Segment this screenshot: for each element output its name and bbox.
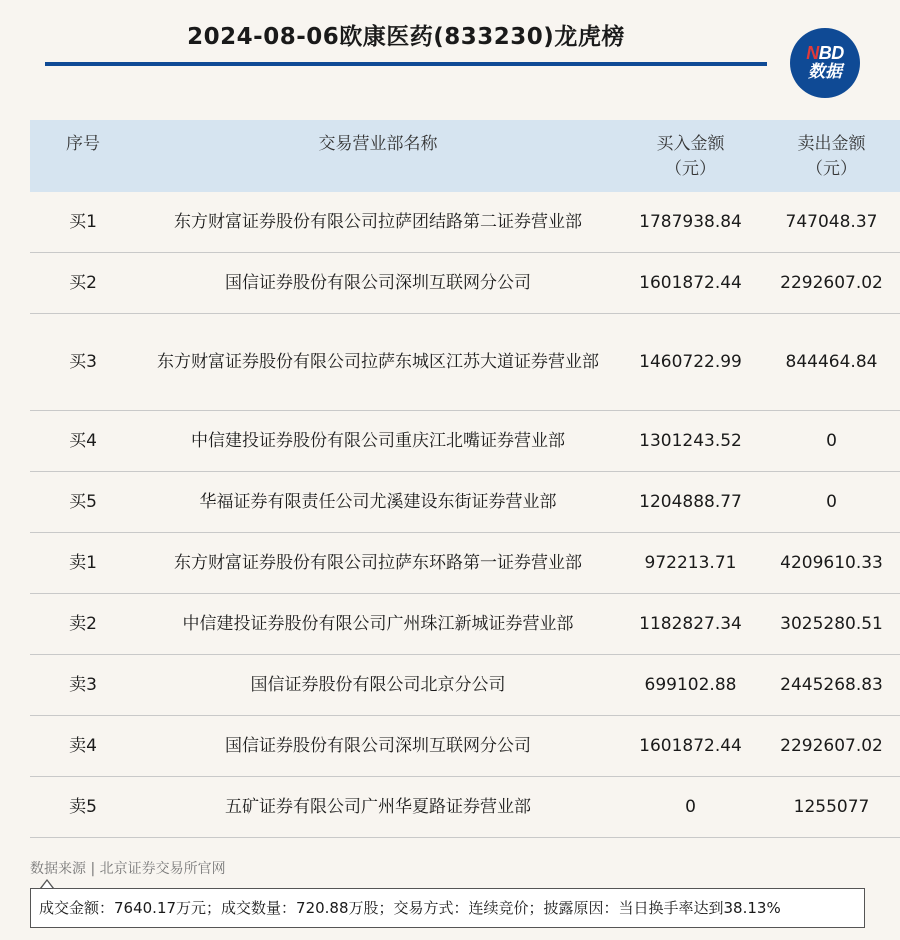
row-buy-amount: 699102.88 <box>620 655 761 716</box>
row-index: 买2 <box>30 253 136 314</box>
row-branch: 国信证券股份有限公司深圳互联网分公司 <box>136 253 620 314</box>
table-row <box>30 314 900 411</box>
table-row <box>30 253 900 314</box>
nbd-logo <box>790 28 860 98</box>
row-sell-amount: 0 <box>761 411 900 472</box>
row-buy-amount: 1601872.44 <box>620 253 761 314</box>
row-branch: 华福证券有限责任公司尤溪建设东街证券营业部 <box>136 472 620 533</box>
row-index: 买1 <box>30 192 136 253</box>
table-row <box>30 192 900 253</box>
header-index: 序号 <box>66 134 100 154</box>
row-buy-amount: 1787938.84 <box>620 192 761 253</box>
row-branch: 东方财富证券股份有限公司拉萨团结路第二证券营业部 <box>136 192 620 253</box>
row-buy-amount: 1204888.77 <box>620 472 761 533</box>
logo-n: N <box>806 43 819 63</box>
row-branch: 东方财富证券股份有限公司拉萨东环路第一证券营业部 <box>136 533 620 594</box>
note-pointer <box>40 879 54 888</box>
row-sell-amount: 0 <box>761 472 900 533</box>
header-sell: 卖出金额 （元） <box>797 134 866 179</box>
table-header-row <box>30 120 900 192</box>
page-title: 2024-08-06欧康医药(833230)龙虎榜 <box>187 24 625 50</box>
row-index: 买5 <box>30 472 136 533</box>
row-buy-amount: 0 <box>620 777 761 838</box>
row-index: 卖2 <box>30 594 136 655</box>
row-branch: 国信证券股份有限公司深圳互联网分公司 <box>136 716 620 777</box>
row-index: 卖4 <box>30 716 136 777</box>
row-sell-amount: 4209610.33 <box>761 533 900 594</box>
row-branch: 中信建投证券股份有限公司广州珠江新城证券营业部 <box>136 594 620 655</box>
row-index: 卖1 <box>30 533 136 594</box>
row-index: 卖5 <box>30 777 136 838</box>
row-sell-amount: 2445268.83 <box>761 655 900 716</box>
logo-line2: 数据 <box>808 62 842 81</box>
table-row <box>30 594 900 655</box>
row-branch: 东方财富证券股份有限公司拉萨东城区江苏大道证券营业部 <box>136 314 620 411</box>
header-branch: 交易营业部名称 <box>318 134 438 154</box>
row-branch: 五矿证券有限公司广州华夏路证券营业部 <box>136 777 620 838</box>
row-index: 买4 <box>30 411 136 472</box>
row-sell-amount: 3025280.51 <box>761 594 900 655</box>
logo-line1 <box>806 44 844 62</box>
row-buy-amount: 1182827.34 <box>620 594 761 655</box>
row-sell-amount: 1255077 <box>761 777 900 838</box>
row-branch: 中信建投证券股份有限公司重庆江北嘴证券营业部 <box>136 411 620 472</box>
table-row <box>30 472 900 533</box>
row-sell-amount: 2292607.02 <box>761 253 900 314</box>
row-index: 卖3 <box>30 655 136 716</box>
row-buy-amount: 972213.71 <box>620 533 761 594</box>
row-buy-amount: 1301243.52 <box>620 411 761 472</box>
data-source: 数据来源 | 北京证券交易所官网 <box>30 861 226 877</box>
row-sell-amount: 2292607.02 <box>761 716 900 777</box>
row-buy-amount: 1460722.99 <box>620 314 761 411</box>
header-buy: 买入金额 （元） <box>656 134 725 179</box>
table-row <box>30 716 900 777</box>
table-row <box>30 655 900 716</box>
row-sell-amount: 844464.84 <box>761 314 900 411</box>
table-row <box>30 411 900 472</box>
table-row <box>30 533 900 594</box>
trade-summary-note: 成交金额：7640.17万元；成交数量：720.88万股；交易方式：连续竞价；披露原因：当日换手率达到38.13% <box>30 888 865 928</box>
row-branch: 国信证券股份有限公司北京分公司 <box>136 655 620 716</box>
title-underline <box>45 62 767 66</box>
row-sell-amount: 747048.37 <box>761 192 900 253</box>
table-row <box>30 777 900 838</box>
dragon-tiger-table <box>30 120 900 838</box>
row-index: 买3 <box>30 314 136 411</box>
logo-bd: BD <box>818 43 844 63</box>
row-buy-amount: 1601872.44 <box>620 716 761 777</box>
